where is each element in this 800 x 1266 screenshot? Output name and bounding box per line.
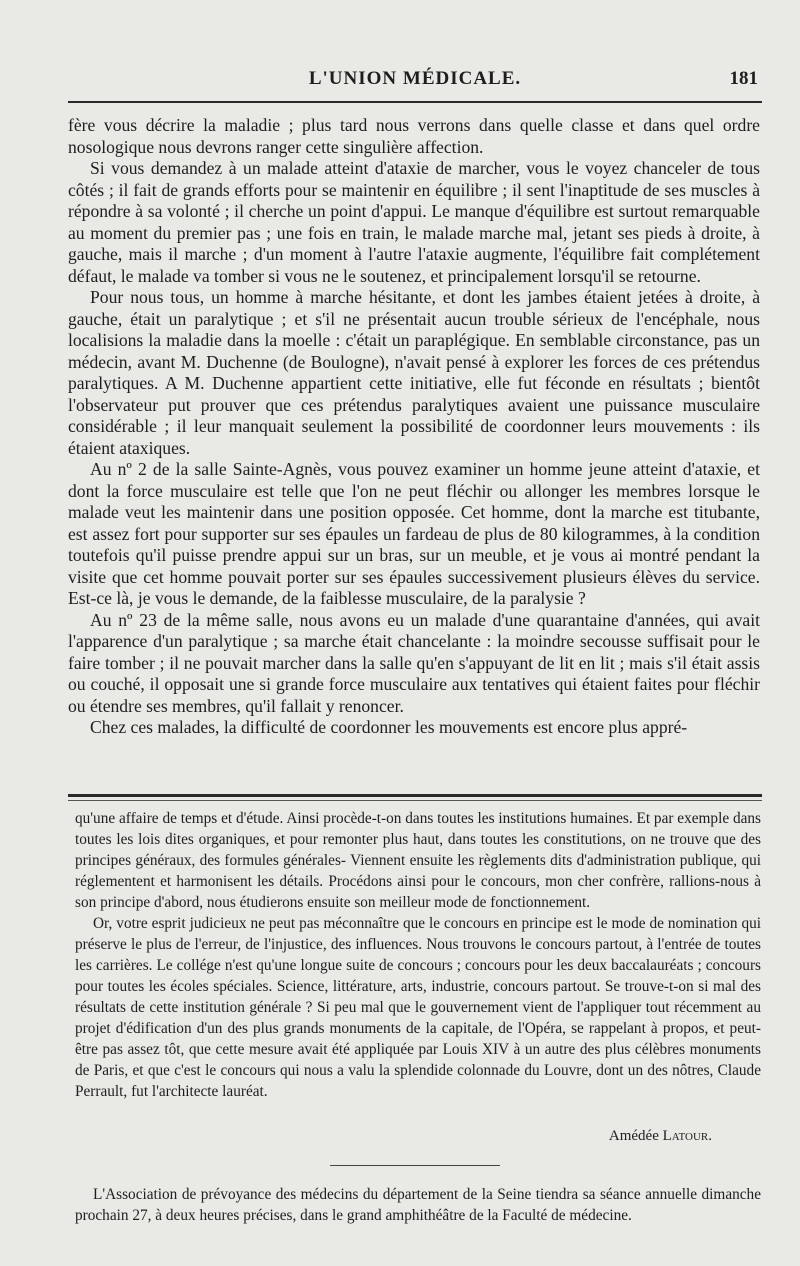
author-signature: [609, 1128, 712, 1145]
journal-title: L'UNION MÉDICALE.: [308, 68, 522, 89]
notice-text: L'Association de prévoyance des médecins du département de la Seine tiendra sa séance annuelle dimanche prochain 27, à deux heures précises, dans le grand amphithéâtre de la Faculté de médecine.: [75, 1186, 761, 1224]
feuilleton-body: [75, 808, 761, 1102]
article-paragraph: Chez ces malades, la difficulté de coordonner les mouvements est encore plus appré-: [90, 717, 688, 737]
feuilleton-divider-thin: [68, 800, 762, 801]
association-notice: [75, 1184, 761, 1226]
article-paragraph: Au nº 23 de la même salle, nous avons eu un malade d'une quarantaine d'années, qui avait l'apparence d'un paralytique ; sa marche était chancelante : la moindre secousse suffisait pour le faire tomber ; il ne pouvait marcher dans la salle qu'en s'appuyant de lit en lit ; mais s'il était assis ou couché, il opposait une si grande force musculaire aux tentatives qui étaient faites pour fléchir ou étendre ses membres, qu'il fallait y renoncer.: [68, 609, 760, 716]
feuilleton-paragraph: qu'une affaire de temps et d'étude. Ainsi procède-t-on dans toutes les institutions humaines. Et par exemple dans toutes les lois dites organiques, et pour remonter plus haut, dans toutes les constitutions, on ne trouve que des principes généraux, des formules générales- Viennent ensuite les règlements dits d'administration publique, qui réglementent et harmonisent les détails. Procédons ainsi pour le concours, mon cher confrère, rallions-nous à son principe d'abord, nous étudierons ensuite son meilleur mode de fonctionnement.: [75, 810, 761, 911]
article-paragraph: Pour nous tous, un homme à marche hésitante, et dont les jambes étaient jetées à droite, à gauche, était un paralytique ; et s'il ne présentait aucun trouble sérieux de l'encéphale, nous localisions la maladie dans la moelle : c'était un paraplégique. En semblable circonstance, pas un médecin, avant M. Duchenne (de Boulogne), n'avait pensé à explorer les forces de ces prétendus paralytiques. A M. Duchenne appartient cette initiative, elle fut féconde en résultats ; bientôt l'observateur put prouver que ces prétendus paralytiques avaient une puissance musculaire considérable ; il leur manquait seulement la possibilité de coordonner leurs mouvements : ils étaient ataxiques.: [68, 287, 760, 458]
section-separator: [330, 1165, 500, 1166]
signature-first-name: Amédée: [608, 1128, 659, 1144]
feuilleton-paragraph: Or, votre esprit judicieux ne peut pas méconnaître que le concours en principe est le mode de nomination qui préserve le plus de l'erreur, de l'injustice, des influences. Nous trouvons le concours partout, à l'entrée de toutes les carrières. Le collége n'est qu'une longue suite de concours ; concours pour les deux baccalauréats ; concours pour toutes les écoles spéciales. Science, littérature, arts, industrie, concours partout. Se trouve-t-on si mal des résultats de cette institution générale ? Si peu mal que le gouvernement vient de l'appliquer tout récemment au projet d'édification d'un des plus grands monuments de la capitale, de l'Opéra, se rappelant à propos, et peut-être pas assez tôt, que cette mesure avait été appliquée par Louis XIV à un autre des plus célèbres monuments de Paris, et que c'est le concours qui nous a valu la splendide colonnade du Louvre, dont un des nôtres, Claude Perrault, fut l'architecte lauréat.: [75, 915, 761, 1100]
article-body: [68, 115, 760, 739]
article-paragraph: Au nº 2 de la salle Sainte-Agnès, vous pouvez examiner un homme jeune atteint d'ataxie, et dont la force musculaire est telle que l'on ne peut fléchir ou allonger les membres lorsque le malade veut les maintenir dans une position opposée. Cet homme, dont la marche est titubante, est assez fort pour supporter sur ses épaules un fardeau de plus de 80 kilogrammes, à la condition toutefois qu'il puisse prendre appui sur un bras, sur un meuble, et je vous ai montré pendant la visite que cet homme pouvait porter sur ses épaules successivement plusieurs élèves du service. Est-ce là, je vous le demande, de la faiblesse musculaire, de la paralysie ?: [68, 459, 760, 608]
article-paragraph: Si vous demandez à un malade atteint d'ataxie de marcher, vous le voyez chanceler de tous côtés ; il fait de grands efforts pour se maintenir en équilibre ; il sent l'inaptitude de ses muscles à répondre à sa volonté ; il cherche un point d'appui. Le manque d'équilibre est surtout remarquable au moment du premier pas ; une fois en train, le malade marche mal, jetant ses pieds à droite, à gauche, mais il marche ; d'un moment à l'autre l'ataxie augmente, l'équilibre fait complétement défaut, le malade va tomber si vous ne le soutenez, et principalement lorsqu'il se retourne.: [68, 158, 760, 286]
page-number: 181: [729, 68, 758, 89]
article-paragraph: fère vous décrire la maladie ; plus tard nous verrons dans quelle classe et dans quel ordre nosologique nous devrons ranger cette singulière affection.: [68, 115, 760, 157]
header-rule: [68, 101, 762, 103]
feuilleton-divider-thick: [68, 794, 762, 797]
signature-last-name: Latour.: [662, 1128, 712, 1144]
running-header: [68, 66, 762, 96]
